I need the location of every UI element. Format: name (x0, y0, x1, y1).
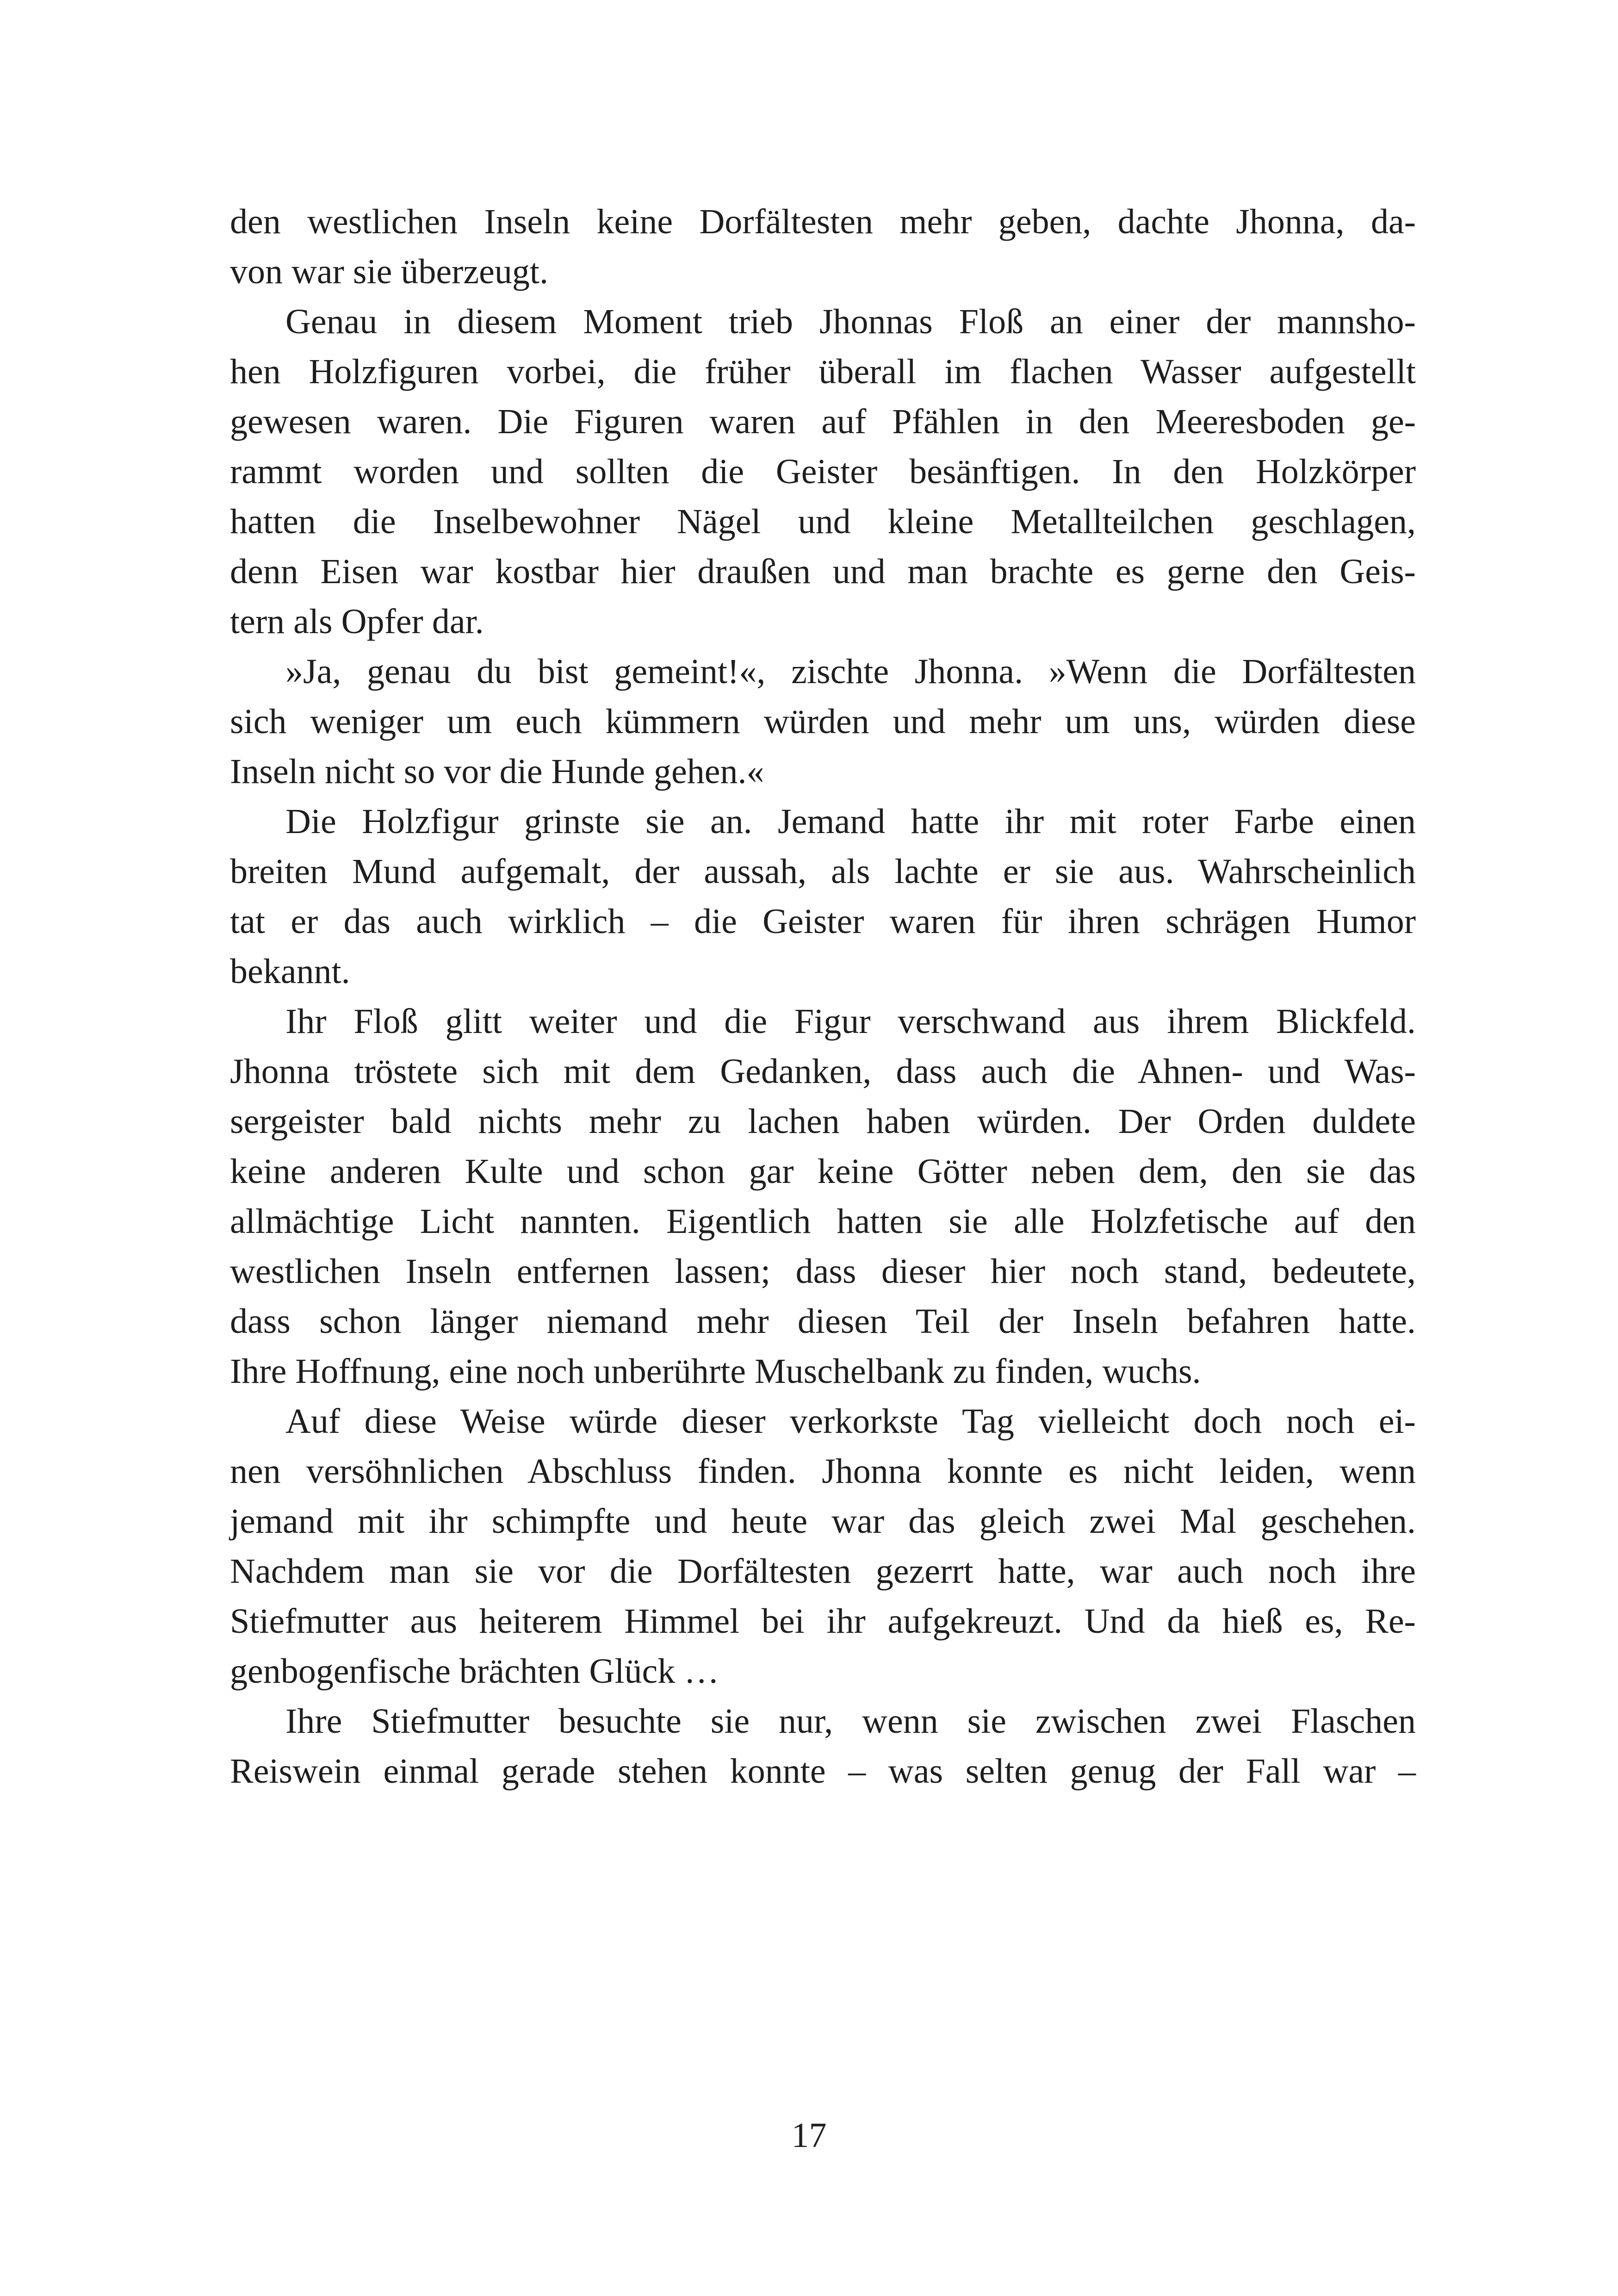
text-line: denn Eisen war kostbar hier draußen und man brachte es gerne den Geis- (230, 552, 1416, 591)
text-line: allmächtige Licht nannten. Eigentlich hatten sie alle Holzfetische auf den (230, 1202, 1416, 1241)
text-line: bekannt. (230, 952, 350, 991)
text-line: genbogenfische brächten Glück … (230, 1652, 719, 1691)
page-number: 17 (791, 2116, 827, 2155)
paragraph (230, 297, 1416, 647)
paragraph (230, 647, 1416, 796)
text-line: hen Holzfiguren vorbei, die früher überall im flachen Wasser aufgestellt (230, 352, 1416, 391)
text-line: keine anderen Kulte und schon gar keine Götter neben dem, den sie das (230, 1152, 1416, 1191)
body-text (230, 197, 1416, 1796)
text-line: tern als Opfer dar. (230, 602, 484, 641)
text-line: Stiefmutter aus heiterem Himmel bei ihr aufgekreuzt. Und da hieß es, Re- (230, 1602, 1416, 1641)
text-line: tat er das auch wirklich – die Geister waren für ihren schrägen Humor (230, 902, 1416, 941)
text-line: sergeister bald nichts mehr zu lachen haben würden. Der Orden duldete (230, 1102, 1416, 1141)
text-line: Nachdem man sie vor die Dorfältesten gezerrt hatte, war auch noch ihre (230, 1552, 1416, 1591)
text-line: Inseln nicht so vor die Hunde gehen.« (230, 752, 764, 791)
paragraph (230, 1696, 1416, 1796)
text-line: Jhonna tröstete sich mit dem Gedanken, dass auch die Ahnen- und Was- (230, 1052, 1416, 1091)
text-line: nen versöhnlichen Abschluss finden. Jhonna konnte es nicht leiden, wenn (230, 1452, 1416, 1491)
paragraph (230, 996, 1416, 1396)
text-line: Genau in diesem Moment trieb Jhonnas Floß an einer der mannsho- (285, 302, 1416, 341)
text-line: Ihre Hoffnung, eine noch unberührte Muschelbank zu finden, wuchs. (230, 1352, 1201, 1391)
text-line: dass schon länger niemand mehr diesen Teil der Inseln befahren hatte. (230, 1302, 1416, 1341)
text-line: hatten die Inselbewohner Nägel und kleine Metallteilchen geschlagen, (230, 502, 1416, 541)
text-line: sich weniger um euch kümmern würden und mehr um uns, würden diese (230, 702, 1416, 741)
paragraph (230, 1396, 1416, 1696)
paragraph (230, 796, 1416, 996)
text-line: Auf diese Weise würde dieser verkorkste Tag vielleicht doch noch ei- (285, 1402, 1416, 1441)
text-line: westlichen Inseln entfernen lassen; dass dieser hier noch stand, bedeutete, (230, 1252, 1416, 1291)
text-line: den westlichen Inseln keine Dorfältesten mehr geben, dachte Jhonna, da- (230, 202, 1416, 241)
text-line: Ihr Floß glitt weiter und die Figur verschwand aus ihrem Blickfeld. (285, 1002, 1416, 1041)
text-line: gewesen waren. Die Figuren waren auf Pfählen in den Meeresboden ge- (230, 402, 1416, 441)
text-line: Reiswein einmal gerade stehen konnte – was selten genug der Fall war – (230, 1752, 1416, 1791)
text-line: breiten Mund aufgemalt, der aussah, als lachte er sie aus. Wahrscheinlich (230, 852, 1416, 891)
text-line: »Ja, genau du bist gemeint!«, zischte Jhonna. »Wenn die Dorfältesten (285, 652, 1416, 691)
paragraph (230, 197, 1416, 297)
text-line: jemand mit ihr schimpfte und heute war das gleich zwei Mal geschehen. (230, 1502, 1416, 1541)
text-line: Ihre Stiefmutter besuchte sie nur, wenn sie zwischen zwei Flaschen (285, 1702, 1416, 1741)
text-line: von war sie überzeugt. (230, 252, 548, 291)
text-line: rammt worden und sollten die Geister besänftigen. In den Holzkörper (230, 452, 1416, 491)
text-line: Die Holzfigur grinste sie an. Jemand hatte ihr mit roter Farbe einen (285, 802, 1416, 841)
